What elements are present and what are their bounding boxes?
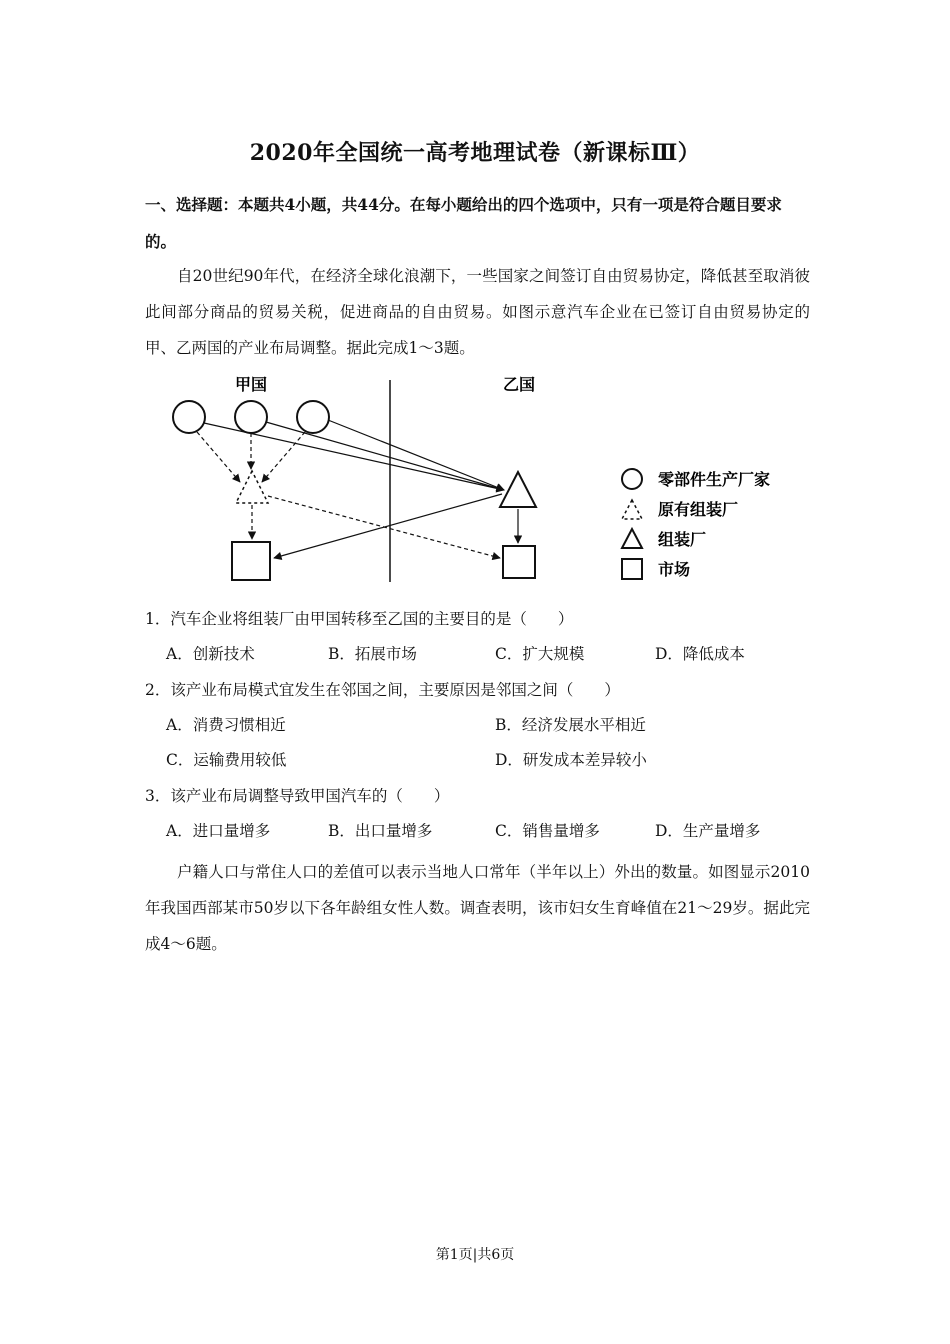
market-b [503,546,535,578]
intro-paragraph-1: 自20世纪90年代，在经济全球化浪潮下，一些国家之间签订自由贸易协定，降低甚至取消彼此间部分商品的贸易关税，促进商品的自由贸易。如图示意汽车企业在已签订自由贸易协定的甲、乙两国的产业布局调整。据此完成1～3题。 [145,267,810,357]
page-footer: 第1页|共6页 [435,1247,515,1263]
q1-option-a: A．创新技术 [166,645,255,663]
legend-dashed-triangle-icon [622,500,642,519]
question-3: 3．该产业布局调整导致甲国汽车的（ ） [145,787,450,805]
legend-label-1: 零部件生产厂家 [658,470,771,489]
part-factory-3 [297,401,329,433]
legend-label-4: 市场 [658,560,691,579]
q1-option-c: C．扩大规模 [495,645,585,663]
legend-label-3: 组装厂 [658,530,707,549]
q2-option-c: C．运输费用较低 [166,751,287,769]
q3-option-a: A．进口量增多 [166,822,271,840]
legend [622,469,770,579]
industry-layout-diagram [160,370,800,590]
legend-circle-icon [622,469,642,489]
country-a-label: 甲国 [235,375,268,394]
q3-option-d: D．生产量增多 [655,822,761,840]
q2-option-a: A．消费习惯相近 [166,716,286,734]
section-heading: 一、选择题：本题共4小题，共44分。在每小题给出的四个选项中，只有一项是符合题目要求的。 [145,195,782,251]
q2-option-b: B．经济发展水平相近 [495,716,646,734]
q1-option-b: B．拓展市场 [328,645,417,663]
legend-square-icon [622,559,642,579]
q2-option-d: D．研发成本差异较小 [495,751,647,769]
original-assembly-plant [236,471,268,503]
q3-option-c: C．销售量增多 [495,822,600,840]
market-a [232,542,270,580]
assembly-plant [500,472,536,507]
q3-option-b: B．出口量增多 [328,822,433,840]
q1-option-d: D．降低成本 [655,645,745,663]
intro-paragraph-2: 户籍人口与常住人口的差值可以表示当地人口常年（半年以上）外出的数量。如图显示2010年我国西部某市50岁以下各年龄组女性人数。调查表明，该市妇女生育峰值在21～29岁。据此完成4～6题。 [145,863,810,953]
question-1: 1．汽车企业将组装厂由甲国转移至乙国的主要目的是（ ） [145,610,574,628]
part-factory-1 [173,401,205,433]
page-title: 2020年全国统一高考地理试卷（新课标Ⅲ） [249,140,701,166]
legend-triangle-icon [622,529,642,548]
legend-label-2: 原有组装厂 [658,500,739,519]
part-factory-2 [235,401,267,433]
country-b-label: 乙国 [503,375,536,394]
question-2: 2．该产业布局模式宜发生在邻国之间，主要原因是邻国之间（ ） [145,681,620,699]
